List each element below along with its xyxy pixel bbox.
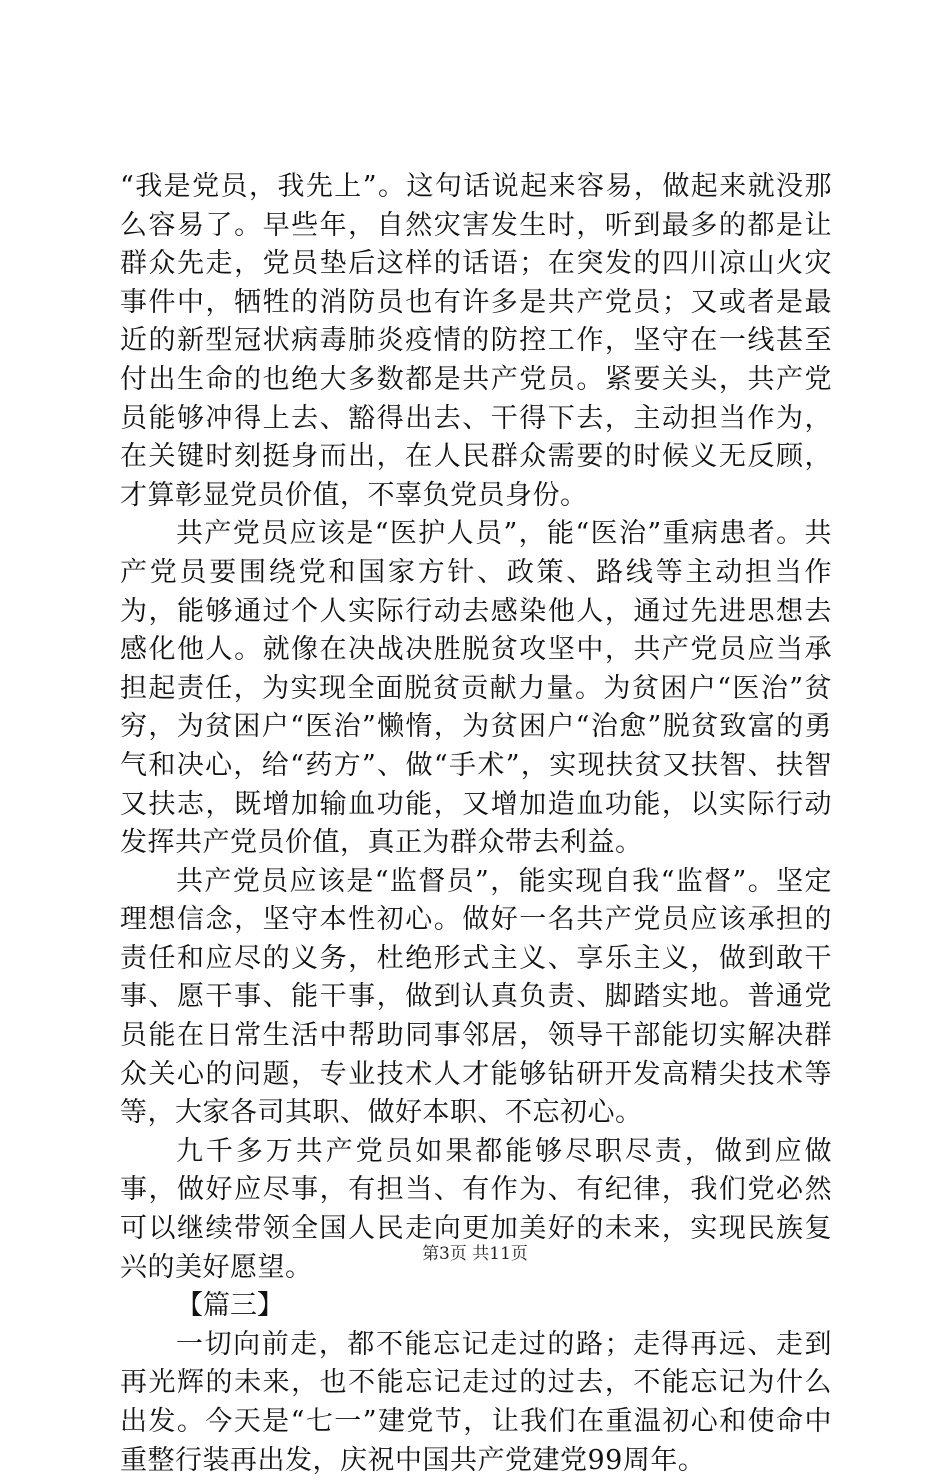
paragraph-ninety-million-members: 九千多万共产党员如果都能够尽职尽责，做到应做事，做好应尽事，有担当、有作为、有纪律，我们党必然可以继续带领全国人民走向更加美好的未来，实现民族复兴的美好愿望。 [120, 1135, 832, 1283]
page-number-footer: 第3页 共11页 [422, 1244, 528, 1264]
section-heading: 【篇三】 [176, 1290, 284, 1322]
paragraph-supervisor: 共产党员应该是“监督员”，能实现自我“监督”。坚定理想信念，坚守本性初心。做好一名共产党员应该承担的责任和应尽的义务，杜绝形式主义、享乐主义，做到敢干事、愿干事、能干事，做到认真负责、脚踏实地。普通党员能在日常生活中帮助同事邻居，领导干部能切实解决群众关心的问题，专业技术人才能够钻研开发高精尖技术等等，大家各司其职、做好本职、不忘初心。 [120, 865, 832, 1129]
paragraph-medical-staff: 共产党员应该是“医护人员”，能“医治”重病患者。共产党员要围绕党和国家方针、政策、路线等主动担当作为，能够通过个人实际行动去感染他人，通过先进思想去感化他人。就像在决战决胜脱贫攻坚中，共产党员应当承担起责任，为实现全面脱贫贡献力量。为贫困户“医治”贫穷，为贫困户“医治”懒惰，为贫困户“治愈”脱贫致富的勇气和决心，给“药方”、做“手术”，实现扶贫又扶智、扶智又扶志，既增加输血功能，又增加造血功能，以实际行动发挥共产党员价值，真正为群众带去利益。 [120, 518, 832, 859]
paragraph-july-first: 一切向前走，都不能忘记走过的路；走得再远、走到再光辉的未来，也不能忘记走过的过去，不能忘记为什么出发。今天是“七一”建党节，让我们在重温初心和使命中重整行装再出发，庆祝中国共产党建党99周年。 [120, 1328, 832, 1476]
paragraph-party-member-first: “我是党员，我先上”。这句话说起来容易，做起来就没那么容易了。早些年，自然灾害发生时，听到最多的都是让群众先走，党员垫后这样的话语；在突发的四川凉山火灾事件中，牺牲的消防员也有许多是共产党员；又或者是最近的新型冠状病毒肺炎疫情的防控工作，坚守在一线甚至付出生命的也绝大多数都是共产党员。紧要关头，共产党员能够冲得上去、豁得出去、干得下去，主动担当作为，在关键时刻挺身而出，在人民群众需要的时候义无反顾，才算彰显党员价值，不辜负党员身份。 [120, 171, 832, 511]
document-body [120, 168, 832, 1480]
